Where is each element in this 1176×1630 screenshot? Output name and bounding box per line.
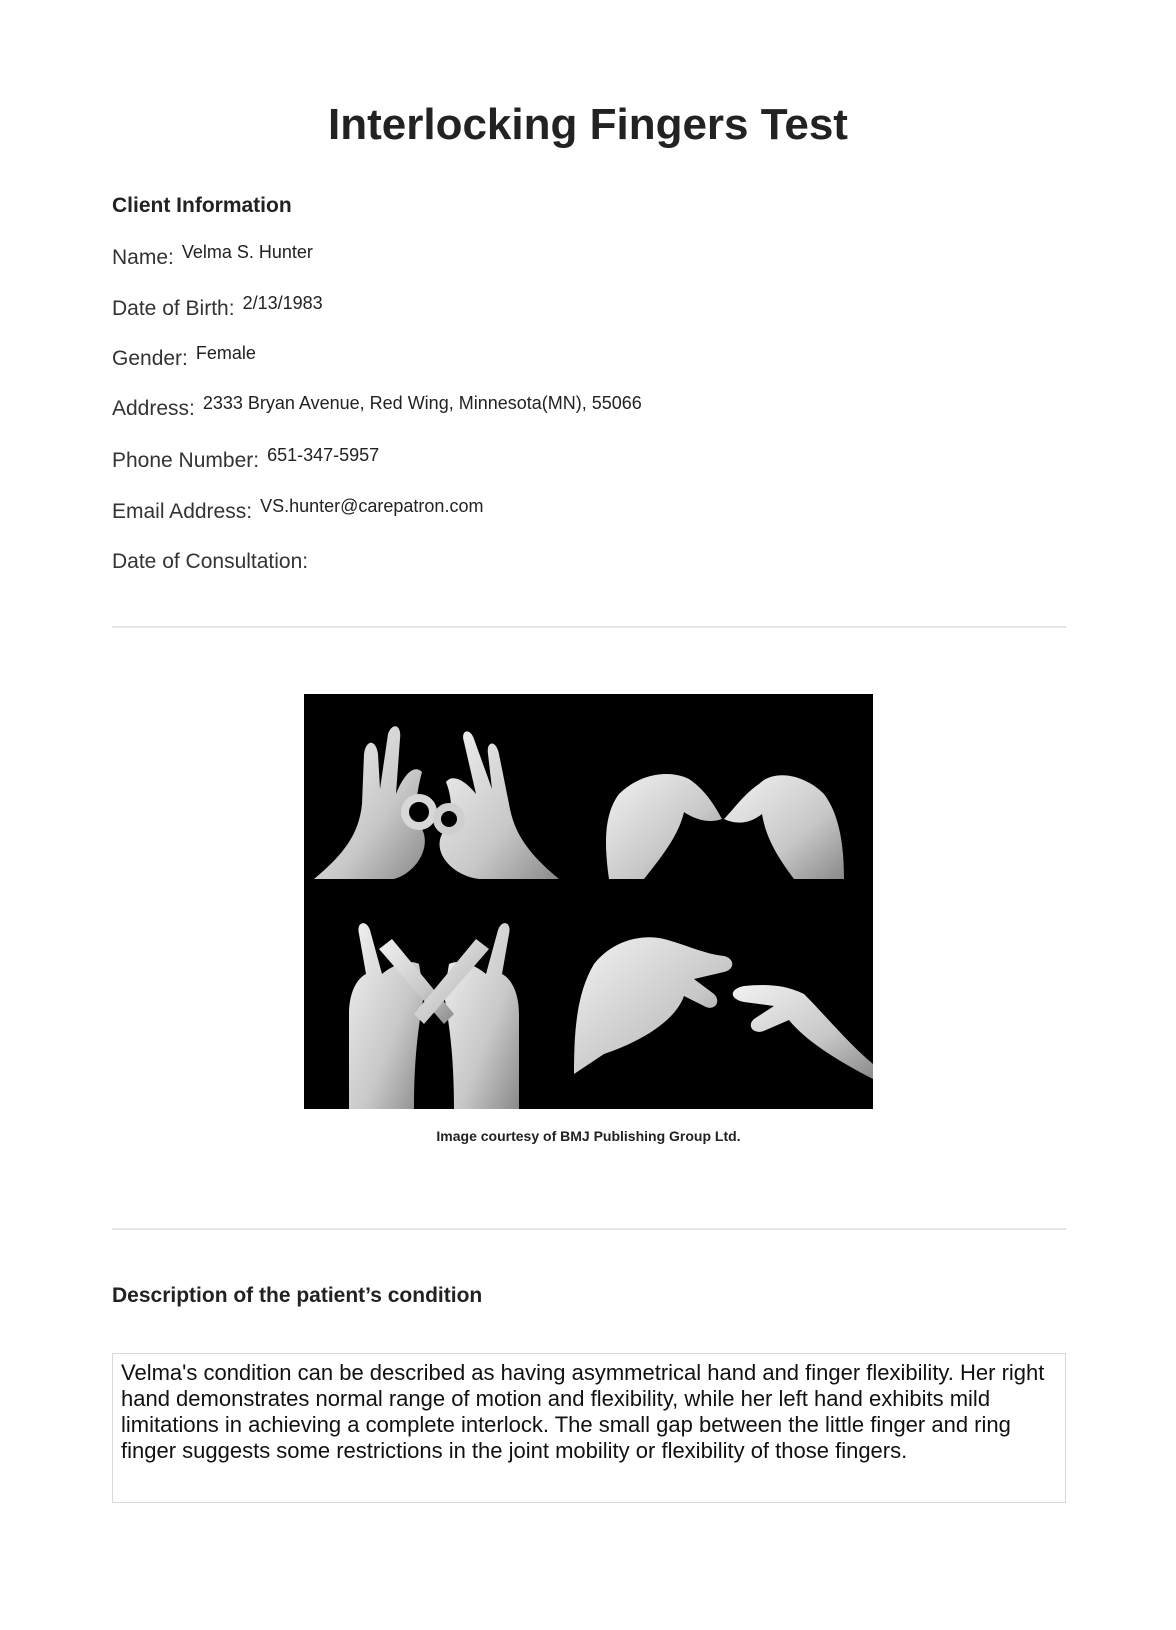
date-of-consultation-field: [112, 550, 316, 574]
figure-caption: Image courtesy of BMJ Publishing Group Ltd.: [436, 1128, 741, 1144]
hands-photo: [304, 694, 873, 1109]
date-of-birth-value: 2/13/1983: [242, 293, 323, 313]
gender-label: Gender:: [112, 347, 188, 370]
name-field: [112, 242, 313, 270]
date-of-birth-field: [112, 293, 323, 321]
name-label: Name:: [112, 246, 174, 269]
date-of-consultation-label: Date of Consultation:: [112, 550, 309, 573]
email-address-value: VS.hunter@carepatron.com: [260, 496, 484, 516]
phone-number-value: 651-347-5957: [267, 445, 380, 465]
address-value: 2333 Bryan Avenue, Red Wing, Minnesota(MN), 55066: [202, 393, 642, 413]
condition-description: Velma's condition can be described as having asymmetrical hand and finger flexibility. Her right hand demonstrates normal range of motion and flexibility, while her left hand exhibits mild limitations in achieving a complete interlock. The small gap between the little finger and ring finger suggests some restrictions in the joint mobility or flexibility of those fingers.: [112, 1353, 1066, 1503]
condition-heading: Description of the patient’s condition: [112, 1284, 483, 1307]
phone-number-label: Phone Number:: [112, 449, 260, 472]
client-information-heading: Client Information: [112, 194, 292, 217]
name-value: Velma S. Hunter: [181, 242, 313, 262]
gender-field: [112, 343, 256, 371]
email-address-label: Email Address:: [112, 500, 253, 523]
section-divider: [112, 626, 1066, 628]
date-of-birth-label: Date of Birth:: [112, 297, 235, 320]
email-address-field: [112, 496, 484, 524]
section-divider: [112, 1228, 1066, 1230]
phone-number-field: [112, 445, 380, 473]
gender-value: Female: [195, 343, 256, 363]
address-field: [112, 393, 642, 421]
address-label: Address:: [112, 397, 195, 420]
page-title: Interlocking Fingers Test: [328, 100, 848, 149]
